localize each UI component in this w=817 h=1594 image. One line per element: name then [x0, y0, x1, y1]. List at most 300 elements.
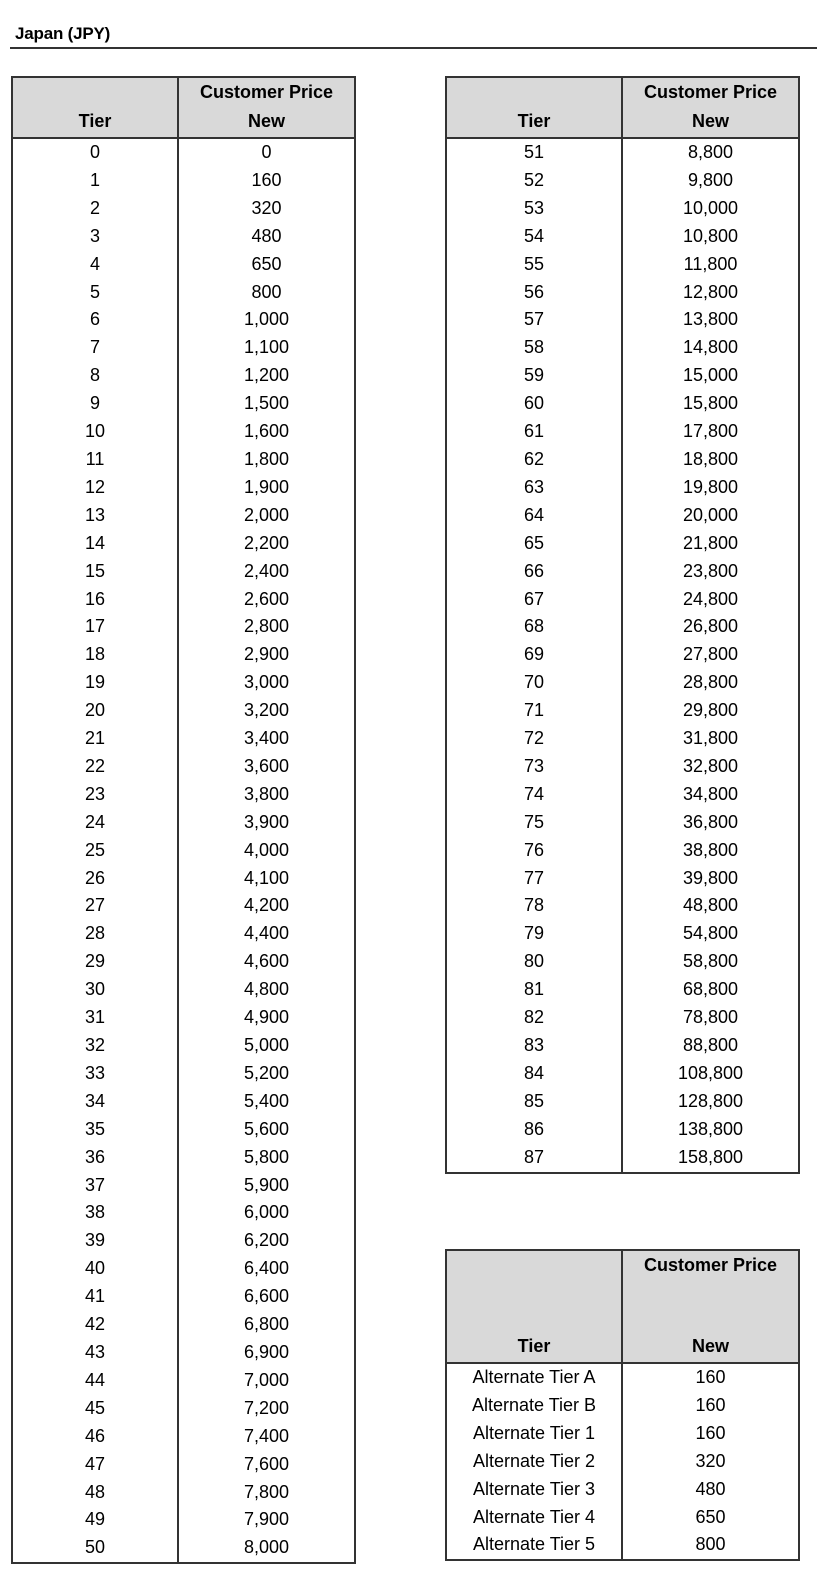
tier-cell: 86 — [446, 1116, 622, 1144]
table-row — [12, 1116, 355, 1144]
tier-cell: Alternate Tier 2 — [446, 1448, 622, 1476]
table-row — [12, 586, 355, 614]
table-row — [12, 1144, 355, 1172]
table-row — [446, 474, 799, 502]
tier-cell: 78 — [446, 892, 622, 920]
table-row — [12, 892, 355, 920]
table-row — [12, 306, 355, 334]
table-row — [12, 1451, 355, 1479]
tier-cell: 23 — [12, 781, 178, 809]
table-row — [446, 641, 799, 669]
price-cell: 3,800 — [178, 781, 355, 809]
table-row — [446, 613, 799, 641]
price-cell: 5,200 — [178, 1060, 355, 1088]
price-column-header — [178, 77, 355, 138]
price-cell: 6,000 — [178, 1199, 355, 1227]
price-cell: 6,900 — [178, 1339, 355, 1367]
tier-cell: 41 — [12, 1283, 178, 1311]
price-cell: 88,800 — [622, 1032, 799, 1060]
price-cell: 15,800 — [622, 390, 799, 418]
tier-cell: 4 — [12, 251, 178, 279]
tier-cell: 3 — [12, 223, 178, 251]
table-row — [446, 1363, 799, 1392]
table-row — [12, 418, 355, 446]
table-row — [446, 279, 799, 307]
tier-cell: 16 — [12, 586, 178, 614]
table-row — [446, 1060, 799, 1088]
price-cell: 9,800 — [622, 167, 799, 195]
price-cell: 320 — [178, 195, 355, 223]
price-cell: 4,400 — [178, 920, 355, 948]
price-cell: 27,800 — [622, 641, 799, 669]
tier-cell: 67 — [446, 586, 622, 614]
table-row — [12, 446, 355, 474]
tier-cell: 26 — [12, 865, 178, 893]
tier-cell: 17 — [12, 613, 178, 641]
price-cell: 6,200 — [178, 1227, 355, 1255]
title-underline — [10, 47, 817, 49]
price-cell: 480 — [622, 1476, 799, 1504]
price-cell: 7,800 — [178, 1479, 355, 1507]
price-cell: 138,800 — [622, 1116, 799, 1144]
table-body — [446, 1363, 799, 1560]
tier-cell: 80 — [446, 948, 622, 976]
price-cell: 1,100 — [178, 334, 355, 362]
tier-cell: 61 — [446, 418, 622, 446]
price-cell: 13,800 — [622, 306, 799, 334]
price-cell: 19,800 — [622, 474, 799, 502]
tier-cell: 10 — [12, 418, 178, 446]
price-cell: 160 — [622, 1392, 799, 1420]
price-cell: 5,400 — [178, 1088, 355, 1116]
header-row — [446, 77, 799, 138]
table-row — [12, 837, 355, 865]
tier-cell: 14 — [12, 530, 178, 558]
price-cell: 6,800 — [178, 1311, 355, 1339]
tier-cell: 33 — [12, 1060, 178, 1088]
price-tier-table-right — [445, 76, 800, 1174]
price-cell: 14,800 — [622, 334, 799, 362]
price-cell: 4,600 — [178, 948, 355, 976]
table-row — [12, 920, 355, 948]
tier-cell: 83 — [446, 1032, 622, 1060]
tier-cell: 64 — [446, 502, 622, 530]
tier-cell: Alternate Tier B — [446, 1392, 622, 1420]
tier-cell: 15 — [12, 558, 178, 586]
tier-cell: 49 — [12, 1506, 178, 1534]
table-row — [12, 865, 355, 893]
price-cell: 2,600 — [178, 586, 355, 614]
tier-cell: 52 — [446, 167, 622, 195]
tier-cell: 12 — [12, 474, 178, 502]
price-cell: 36,800 — [622, 809, 799, 837]
table-row — [12, 1227, 355, 1255]
price-cell: 7,000 — [178, 1367, 355, 1395]
tier-cell: 70 — [446, 669, 622, 697]
price-cell: 17,800 — [622, 418, 799, 446]
tier-cell: 66 — [446, 558, 622, 586]
tier-cell: 36 — [12, 1144, 178, 1172]
tier-cell: 85 — [446, 1088, 622, 1116]
price-cell: 1,500 — [178, 390, 355, 418]
price-cell: 0 — [178, 138, 355, 167]
price-cell: 7,600 — [178, 1451, 355, 1479]
table-row — [12, 1311, 355, 1339]
price-cell: 2,900 — [178, 641, 355, 669]
price-cell: 4,800 — [178, 976, 355, 1004]
table-row — [446, 138, 799, 167]
tier-cell: 18 — [12, 641, 178, 669]
tier-cell: 77 — [446, 865, 622, 893]
table-row — [446, 1004, 799, 1032]
price-cell: 11,800 — [622, 251, 799, 279]
table-body — [446, 138, 799, 1173]
price-cell: 650 — [622, 1504, 799, 1532]
table-row — [12, 558, 355, 586]
price-cell: 23,800 — [622, 558, 799, 586]
tier-cell: 48 — [12, 1479, 178, 1507]
tier-cell: 40 — [12, 1255, 178, 1283]
price-cell: 1,800 — [178, 446, 355, 474]
price-column-header — [622, 77, 799, 138]
tier-cell: 45 — [12, 1395, 178, 1423]
tier-cell: 79 — [446, 920, 622, 948]
header-row — [446, 1250, 799, 1363]
tier-cell: 35 — [12, 1116, 178, 1144]
tier-cell: 42 — [12, 1311, 178, 1339]
price-cell: 2,200 — [178, 530, 355, 558]
table-row — [446, 1420, 799, 1448]
table-row — [12, 697, 355, 725]
tier-cell: 27 — [12, 892, 178, 920]
tier-cell: 58 — [446, 334, 622, 362]
table-row — [446, 502, 799, 530]
price-cell: 31,800 — [622, 725, 799, 753]
table-row — [446, 1032, 799, 1060]
price-cell: 8,000 — [178, 1534, 355, 1563]
price-cell: 6,400 — [178, 1255, 355, 1283]
price-cell: 650 — [178, 251, 355, 279]
tier-cell: 54 — [446, 223, 622, 251]
price-cell: 58,800 — [622, 948, 799, 976]
price-cell: 2,000 — [178, 502, 355, 530]
tier-cell: 43 — [12, 1339, 178, 1367]
table-row — [12, 1004, 355, 1032]
tier-cell: 56 — [446, 279, 622, 307]
table-row — [12, 223, 355, 251]
tier-cell: 24 — [12, 809, 178, 837]
tier-cell: 34 — [12, 1088, 178, 1116]
tier-cell: 13 — [12, 502, 178, 530]
table-row — [12, 976, 355, 1004]
tier-cell: 65 — [446, 530, 622, 558]
table-row — [12, 251, 355, 279]
tier-cell: 60 — [446, 390, 622, 418]
price-cell: 78,800 — [622, 1004, 799, 1032]
tier-cell: Alternate Tier 4 — [446, 1504, 622, 1532]
tier-cell: 25 — [12, 837, 178, 865]
tier-cell: 22 — [12, 753, 178, 781]
tier-cell: 87 — [446, 1144, 622, 1173]
tier-cell: 44 — [12, 1367, 178, 1395]
table-row — [446, 837, 799, 865]
table-row — [12, 1423, 355, 1451]
tier-cell: 76 — [446, 837, 622, 865]
tier-cell: 32 — [12, 1032, 178, 1060]
tier-cell: 53 — [446, 195, 622, 223]
table-row — [12, 1060, 355, 1088]
price-cell: 54,800 — [622, 920, 799, 948]
price-cell: 160 — [622, 1420, 799, 1448]
tier-cell: 31 — [12, 1004, 178, 1032]
price-cell: 1,900 — [178, 474, 355, 502]
tier-cell: 1 — [12, 167, 178, 195]
tier-cell: 63 — [446, 474, 622, 502]
price-cell: 4,200 — [178, 892, 355, 920]
tier-cell: 8 — [12, 362, 178, 390]
price-cell: 3,600 — [178, 753, 355, 781]
price-cell: 3,200 — [178, 697, 355, 725]
table-row — [12, 390, 355, 418]
tier-column-header — [12, 77, 178, 138]
price-cell: 6,600 — [178, 1283, 355, 1311]
price-header-line1: Customer Price — [643, 82, 778, 102]
price-cell: 15,000 — [622, 362, 799, 390]
table-row — [446, 948, 799, 976]
table-row — [446, 251, 799, 279]
price-header-line1: Customer Price — [643, 1255, 778, 1275]
tier-cell: 62 — [446, 446, 622, 474]
tier-cell: Alternate Tier 3 — [446, 1476, 622, 1504]
table-row — [12, 1283, 355, 1311]
table-row — [12, 1172, 355, 1200]
tier-cell: 39 — [12, 1227, 178, 1255]
price-cell: 1,600 — [178, 418, 355, 446]
tier-cell: 82 — [446, 1004, 622, 1032]
table-row — [446, 1504, 799, 1532]
page-title: Japan (JPY) — [15, 24, 111, 43]
tier-cell: Alternate Tier A — [446, 1363, 622, 1392]
table-row — [446, 306, 799, 334]
tier-cell: 73 — [446, 753, 622, 781]
tier-cell: 21 — [12, 725, 178, 753]
table-row — [446, 753, 799, 781]
price-cell: 320 — [622, 1448, 799, 1476]
tier-cell: 57 — [446, 306, 622, 334]
price-cell: 5,900 — [178, 1172, 355, 1200]
tier-cell: 7 — [12, 334, 178, 362]
table-row — [446, 865, 799, 893]
price-cell: 3,400 — [178, 725, 355, 753]
table-row — [12, 474, 355, 502]
tier-cell: 72 — [446, 725, 622, 753]
price-cell: 5,600 — [178, 1116, 355, 1144]
table-row — [446, 558, 799, 586]
price-cell: 158,800 — [622, 1144, 799, 1173]
tier-cell: 46 — [12, 1423, 178, 1451]
tier-cell: 75 — [446, 809, 622, 837]
tier-cell: 55 — [446, 251, 622, 279]
table-row — [12, 362, 355, 390]
tier-cell: 28 — [12, 920, 178, 948]
table-row — [12, 1199, 355, 1227]
tier-cell: 11 — [12, 446, 178, 474]
tier-header-label: Tier — [517, 1336, 551, 1356]
table-row — [12, 279, 355, 307]
table-row — [446, 334, 799, 362]
tier-cell: 6 — [12, 306, 178, 334]
table-row — [12, 1032, 355, 1060]
tier-cell: 37 — [12, 1172, 178, 1200]
tier-cell: 51 — [446, 138, 622, 167]
table-row — [446, 1116, 799, 1144]
tier-cell: 9 — [12, 390, 178, 418]
table-row — [446, 920, 799, 948]
table-row — [446, 809, 799, 837]
price-cell: 4,000 — [178, 837, 355, 865]
price-cell: 18,800 — [622, 446, 799, 474]
table-row — [446, 418, 799, 446]
table-row — [446, 195, 799, 223]
price-cell: 160 — [622, 1363, 799, 1392]
tier-cell: 74 — [446, 781, 622, 809]
tier-cell: 19 — [12, 669, 178, 697]
tier-cell: 84 — [446, 1060, 622, 1088]
price-header-line2: New — [247, 111, 285, 131]
price-cell: 4,100 — [178, 865, 355, 893]
table-row — [446, 781, 799, 809]
price-cell: 2,400 — [178, 558, 355, 586]
tier-cell: 20 — [12, 697, 178, 725]
tier-cell: 81 — [446, 976, 622, 1004]
price-cell: 68,800 — [622, 976, 799, 1004]
table-row — [446, 697, 799, 725]
price-cell: 2,800 — [178, 613, 355, 641]
tier-column-header — [446, 77, 622, 138]
tier-cell: 30 — [12, 976, 178, 1004]
price-cell: 108,800 — [622, 1060, 799, 1088]
table-row — [446, 669, 799, 697]
table-row — [446, 530, 799, 558]
table-row — [446, 446, 799, 474]
price-cell: 34,800 — [622, 781, 799, 809]
tier-cell: 68 — [446, 613, 622, 641]
table-row — [12, 781, 355, 809]
tier-cell: 71 — [446, 697, 622, 725]
tier-cell: 47 — [12, 1451, 178, 1479]
table-row — [446, 362, 799, 390]
price-cell: 8,800 — [622, 138, 799, 167]
price-header-line2: New — [691, 1336, 729, 1356]
price-cell: 1,200 — [178, 362, 355, 390]
table-row — [446, 1531, 799, 1560]
price-cell: 800 — [622, 1531, 799, 1560]
table-row — [12, 167, 355, 195]
price-cell: 5,000 — [178, 1032, 355, 1060]
table-row — [12, 613, 355, 641]
price-cell: 20,000 — [622, 502, 799, 530]
price-cell: 3,000 — [178, 669, 355, 697]
table-row — [12, 195, 355, 223]
table-row — [446, 725, 799, 753]
price-cell: 10,000 — [622, 195, 799, 223]
tier-cell: Alternate Tier 1 — [446, 1420, 622, 1448]
price-cell: 32,800 — [622, 753, 799, 781]
tier-cell: Alternate Tier 5 — [446, 1531, 622, 1560]
price-cell: 1,000 — [178, 306, 355, 334]
price-cell: 10,800 — [622, 223, 799, 251]
price-header-line1: Customer Price — [199, 82, 334, 102]
table-row — [12, 1339, 355, 1367]
tier-cell: 2 — [12, 195, 178, 223]
price-column-header — [622, 1250, 799, 1363]
price-cell: 38,800 — [622, 837, 799, 865]
tier-cell: 29 — [12, 948, 178, 976]
table-row — [12, 669, 355, 697]
tier-cell: 5 — [12, 279, 178, 307]
price-cell: 3,900 — [178, 809, 355, 837]
table-row — [446, 892, 799, 920]
price-cell: 7,200 — [178, 1395, 355, 1423]
price-cell: 39,800 — [622, 865, 799, 893]
price-cell: 5,800 — [178, 1144, 355, 1172]
table-row — [446, 976, 799, 1004]
table-row — [446, 1088, 799, 1116]
price-cell: 4,900 — [178, 1004, 355, 1032]
table-row — [12, 1367, 355, 1395]
tier-header-label: Tier — [517, 111, 551, 131]
price-cell: 7,400 — [178, 1423, 355, 1451]
price-cell: 160 — [178, 167, 355, 195]
price-cell: 24,800 — [622, 586, 799, 614]
table-row — [12, 138, 355, 167]
price-cell: 800 — [178, 279, 355, 307]
table-row — [12, 502, 355, 530]
price-cell: 12,800 — [622, 279, 799, 307]
price-cell: 21,800 — [622, 530, 799, 558]
header-row — [12, 77, 355, 138]
table-row — [12, 1534, 355, 1563]
price-cell: 28,800 — [622, 669, 799, 697]
table-row — [12, 1479, 355, 1507]
table-row — [12, 1255, 355, 1283]
table-row — [446, 1448, 799, 1476]
price-cell: 7,900 — [178, 1506, 355, 1534]
table-row — [446, 1476, 799, 1504]
tier-cell: 69 — [446, 641, 622, 669]
tier-cell: 50 — [12, 1534, 178, 1563]
price-cell: 480 — [178, 223, 355, 251]
table-row — [12, 753, 355, 781]
tier-column-header — [446, 1250, 622, 1363]
table-row — [446, 390, 799, 418]
price-cell: 29,800 — [622, 697, 799, 725]
table-row — [12, 1395, 355, 1423]
table-row — [446, 1144, 799, 1173]
alternate-tier-table — [445, 1249, 800, 1561]
price-cell: 48,800 — [622, 892, 799, 920]
table-row — [12, 530, 355, 558]
table-row — [446, 167, 799, 195]
price-cell: 26,800 — [622, 613, 799, 641]
table-row — [446, 223, 799, 251]
tier-cell: 0 — [12, 138, 178, 167]
table-row — [12, 948, 355, 976]
table-row — [12, 641, 355, 669]
tier-header-label: Tier — [78, 111, 112, 131]
price-tier-table-left — [11, 76, 356, 1564]
table-row — [12, 1506, 355, 1534]
